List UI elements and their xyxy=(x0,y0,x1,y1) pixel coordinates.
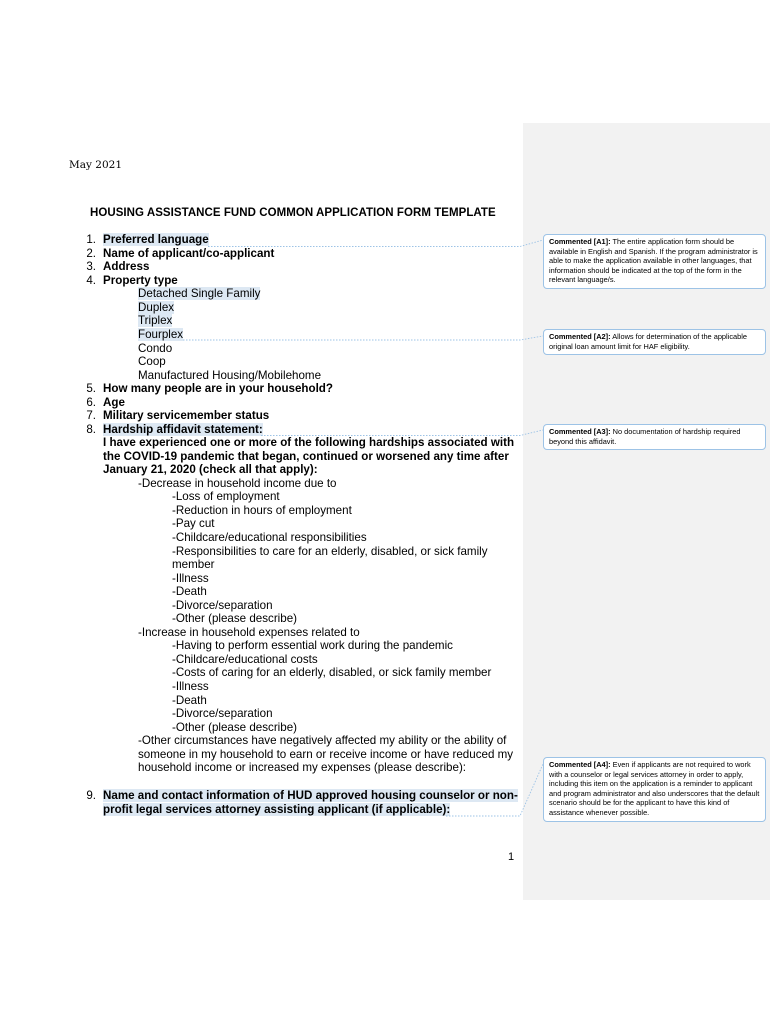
hardship-option[interactable]: -Childcare/educational responsibilities xyxy=(172,531,367,544)
comment-text: The entire application form should be available in English and Spanish. If the program administrator is able to make the application available in other languages, that information should be indicated at the top of the form in the relevant language/s. xyxy=(549,237,758,285)
item-label: Preferred language xyxy=(103,233,209,246)
comment-text: Even if applicants are not required to work with a counselor or legal services attorney in order to apply, including this item on the application is a reminder to applicant and program administrator and also underscores that the default scenario should be for the applicant to have this kind of assistance whenever possible. xyxy=(549,760,760,817)
hardship-option[interactable]: -Responsibilities to care for an elderly, disabled, or sick family xyxy=(172,545,488,558)
item-number: 9. xyxy=(86,789,96,802)
property-type-option: Triplex xyxy=(138,314,173,327)
item-household-size: How many people are in your household? xyxy=(103,382,333,395)
hardship-statement-line: January 21, 2020 (check all that apply): xyxy=(103,463,318,476)
item-number: 8. xyxy=(86,423,96,436)
hardship-other-line: someone in my household to earn or receive income or have reduced my xyxy=(138,748,514,761)
item-number: 3. xyxy=(86,260,96,273)
item-label: Name and contact information of HUD approved housing counselor or non- xyxy=(103,789,518,802)
hardship-option-continued: member xyxy=(172,558,215,571)
property-type-option: Duplex xyxy=(138,301,175,314)
hardship-option[interactable]: -Illness xyxy=(172,680,209,693)
property-type-option: Manufactured Housing/Mobilehome xyxy=(138,369,322,382)
comment-label: Commented [A3]: xyxy=(549,427,611,436)
comment-a4[interactable] xyxy=(543,757,766,822)
comment-a3[interactable] xyxy=(543,424,766,450)
property-type-option: Coop xyxy=(138,355,166,368)
item-hardship-affidavit[interactable] xyxy=(103,423,263,437)
comment-a2[interactable] xyxy=(543,329,766,355)
document-date: May 2021 xyxy=(69,159,123,171)
hardship-option[interactable]: -Childcare/educational costs xyxy=(172,653,318,666)
item-number: 7. xyxy=(86,409,96,422)
comment-label: Commented [A4]: xyxy=(549,760,611,769)
hardship-option[interactable]: -Death xyxy=(172,694,207,707)
item-military-status: Military servicemember status xyxy=(103,409,270,422)
hardship-category-other[interactable]: -Other circumstances have negatively affected my ability or the ability of xyxy=(138,734,507,747)
item-number: 1. xyxy=(86,233,96,246)
comment-text: Allows for determination of the applicable original loan amount limit for HAF eligibility. xyxy=(549,332,747,351)
item-number: 4. xyxy=(86,274,96,287)
page-number: 1 xyxy=(508,851,515,863)
item-preferred-language[interactable] xyxy=(103,233,209,247)
hardship-category-decrease[interactable]: -Decrease in household income due to xyxy=(138,477,337,490)
comment-a1[interactable] xyxy=(543,234,766,289)
hardship-option[interactable]: -Divorce/separation xyxy=(172,707,273,720)
hardship-option[interactable]: -Illness xyxy=(172,572,209,585)
hardship-other-line: household income or increased my expenses (please describe): xyxy=(138,761,467,774)
hardship-option[interactable]: -Reduction in hours of employment xyxy=(172,504,352,517)
comment-text: No documentation of hardship required beyond this affidavit. xyxy=(549,427,741,446)
item-number: 5. xyxy=(86,382,96,395)
item-address: Address xyxy=(103,260,150,273)
item-housing-counselor[interactable] xyxy=(103,789,518,803)
property-type-option: Condo xyxy=(138,342,173,355)
hardship-option[interactable]: -Costs of caring for an elderly, disabled, or sick family member xyxy=(172,666,492,679)
item-property-type: Property type xyxy=(103,274,178,287)
document-title: HOUSING ASSISTANCE FUND COMMON APPLICATION FORM TEMPLATE xyxy=(90,207,496,219)
hardship-option[interactable]: -Death xyxy=(172,585,207,598)
hardship-option[interactable]: -Other (please describe) xyxy=(172,721,298,734)
hardship-statement-line: the COVID-19 pandemic that began, continued or worsened any time after xyxy=(103,450,509,463)
property-type-option: Fourplex xyxy=(138,328,184,341)
property-type-option: Detached Single Family xyxy=(138,287,261,300)
item-housing-counselor-continued: profit legal services attorney assisting applicant (if applicable): xyxy=(103,803,451,816)
comment-label: Commented [A2]: xyxy=(549,332,611,341)
hardship-option[interactable]: -Loss of employment xyxy=(172,490,280,503)
item-applicant-name: Name of applicant/co-applicant xyxy=(103,247,275,260)
item-number: 6. xyxy=(86,396,96,409)
hardship-option[interactable]: -Divorce/separation xyxy=(172,599,273,612)
item-age: Age xyxy=(103,396,125,409)
item-label: Hardship affidavit statement: xyxy=(103,423,263,436)
hardship-option[interactable]: -Pay cut xyxy=(172,517,215,530)
item-number: 2. xyxy=(86,247,96,260)
hardship-statement-line: I have experienced one or more of the following hardships associated with xyxy=(103,436,515,449)
hardship-option[interactable]: -Other (please describe) xyxy=(172,612,298,625)
hardship-category-increase[interactable]: -Increase in household expenses related to xyxy=(138,626,360,639)
hardship-option[interactable]: -Having to perform essential work during the pandemic xyxy=(172,639,453,652)
comment-label: Commented [A1]: xyxy=(549,237,611,246)
